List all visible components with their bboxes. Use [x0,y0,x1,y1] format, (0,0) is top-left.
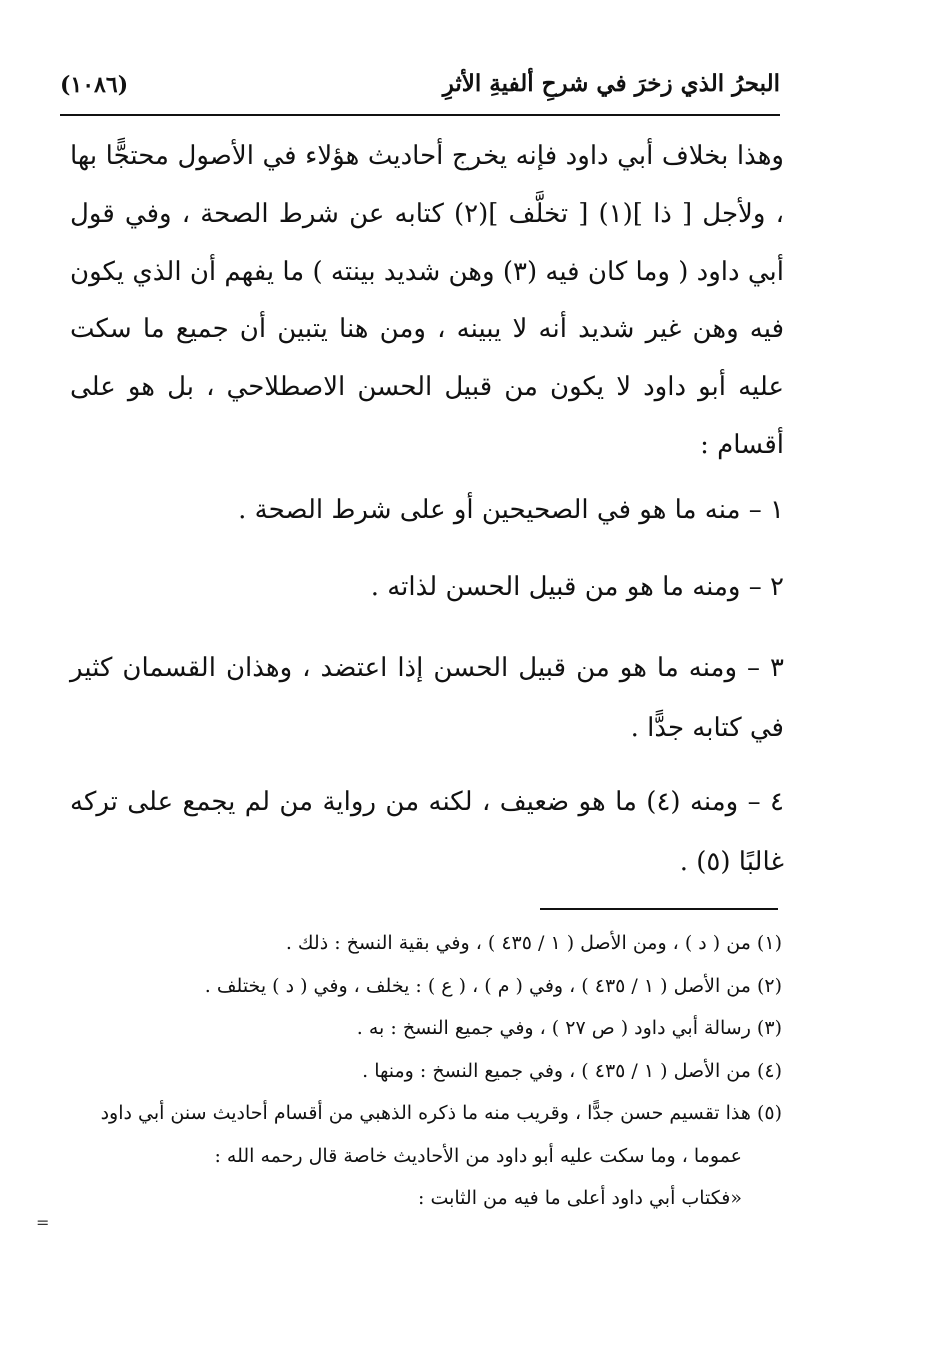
header-rule [60,114,780,116]
footnote-3: (٣) رسالة أبي داود ( ص ٢٧ ) ، وفي جميع النسخ : به . [356,1017,782,1039]
page-header [60,62,780,112]
list-item-1: ١ – منه ما هو في الصحيحين أو على شرط الصحة . [238,495,784,525]
running-title: البحرُ الذي زخرَ في شرحِ ألفيةِ الأثرِ [442,70,780,97]
footnote-5: (٥) هذا تقسيم حسن جدًّا ، وقريب منه ما ذكره الذهبي من أقسام أحاديث سنن أبي داود [100,1102,782,1124]
body-paragraph: وهذا بخلاف أبي داود فإنه يخرج أحاديث هؤلاء في الأصول محتجًّا بها ، ولأجل [ ذا ](١) [ تخلَّف ](٢) كتابه عن شرط الصحة ، وفي قول أبي داود ( وما كان فيه (٣) وهن شديد بينته ) ما يفهم أن الذي يكون فيه وهن غير شديد أنه لا يبينه ، ومن هنا يتبين أن جميع ما سكت عليه أبو داود لا يكون من قبيل الحسن الاصطلاحي ، بل هو على أقسام : [70,141,785,460]
footnote-separator [540,908,778,910]
margin-mark: = [36,1213,50,1232]
main-text [70,128,784,475]
list-item-4: ٤ – ومنه (٤) ما هو ضعيف ، لكنه من رواية من لم يجمع على تركه غالبًا (٥) . [70,787,784,877]
footnote-5-continued: عموما ، وما سكت عليه أبو داود من الأحاديث خاصة قال رحمه الله : [214,1144,742,1167]
footnote-4: (٤) من الأصل ( ١ / ٤٣٥ ) ، وفي جميع النسخ : ومنها . [362,1059,782,1082]
list-item-2: ٢ – ومنه ما هو من قبيل الحسن لذاته . [370,572,784,602]
list-item-3: ٣ – ومنه ما هو من قبيل الحسن إذا اعتضد ، وهذان القسمان كثير في كتابه جدًّا . [70,653,784,743]
footnote-1: (١) من ( د ) ، ومن الأصل ( ١ / ٤٣٥ ) ، وفي بقية النسخ : ذلك . [285,932,782,954]
footnote-5-quote: «فكتاب أبي داود أعلى ما فيه من الثابت : [418,1187,742,1209]
footnote-2: (٢) من الأصل ( ١ / ٤٣٥ ) ، وفي ( م ) ، ( ع ) : يخلف ، وفي ( د ) يختلف . [204,974,782,997]
page-number: (١٠٨٦) [60,72,129,98]
footnotes [68,922,782,1220]
